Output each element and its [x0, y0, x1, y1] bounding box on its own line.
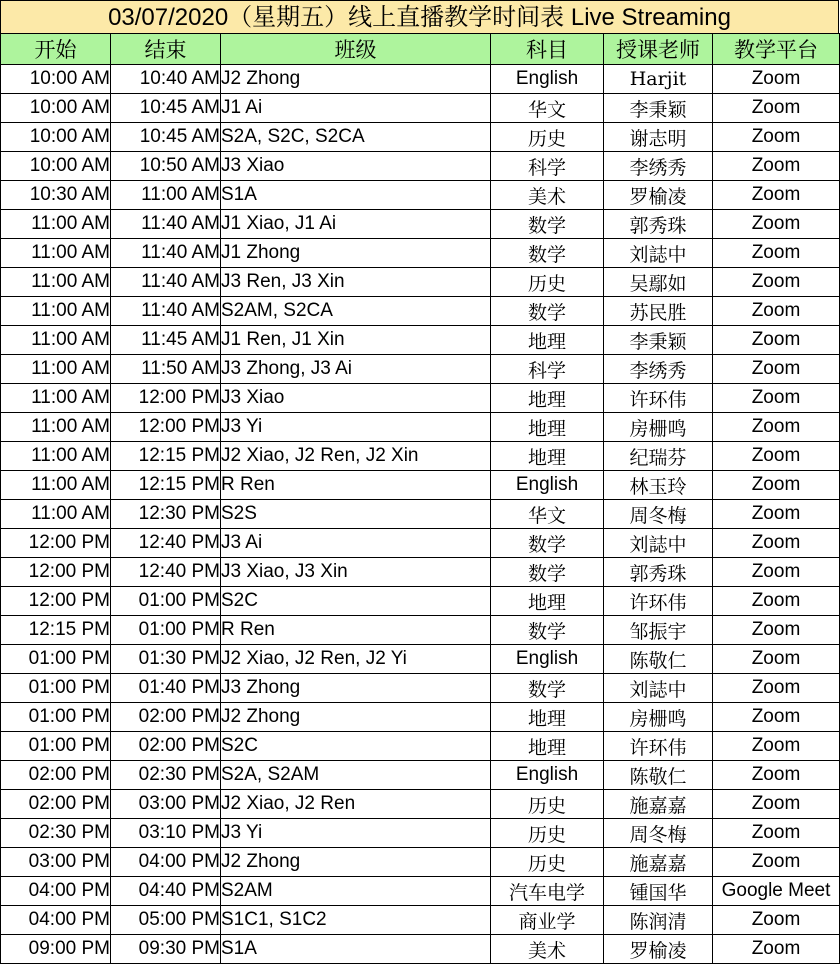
- cell-platform: Zoom: [713, 645, 840, 674]
- cell-start: 11:00 AM: [1, 384, 111, 413]
- cell-teacher: 施嘉嘉: [604, 848, 713, 877]
- cell-start: 11:00 AM: [1, 239, 111, 268]
- cell-start: 11:00 AM: [1, 442, 111, 471]
- table-row: [1, 413, 840, 442]
- cell-class: J3 Yi: [221, 819, 491, 848]
- cell-start: 11:00 AM: [1, 500, 111, 529]
- cell-class: J2 Xiao, J2 Ren, J2 Yi: [221, 645, 491, 674]
- cell-start: 01:00 PM: [1, 703, 111, 732]
- cell-class: J2 Xiao, J2 Ren: [221, 790, 491, 819]
- cell-start: 11:00 AM: [1, 326, 111, 355]
- cell-subject: 地理: [491, 442, 604, 471]
- cell-start: 12:00 PM: [1, 529, 111, 558]
- cell-subject: 美术: [491, 935, 604, 964]
- table-row: [1, 616, 840, 645]
- cell-end: 11:40 AM: [111, 239, 221, 268]
- cell-subject: 华文: [491, 94, 604, 123]
- cell-subject: 历史: [491, 123, 604, 152]
- cell-end: 11:40 AM: [111, 268, 221, 297]
- cell-subject: 美术: [491, 181, 604, 210]
- cell-start: 03:00 PM: [1, 848, 111, 877]
- cell-teacher: 李秉颖: [604, 326, 713, 355]
- cell-subject: 地理: [491, 384, 604, 413]
- table-row: [1, 935, 840, 964]
- cell-subject: 汽车电学: [491, 877, 604, 906]
- cell-platform: Zoom: [713, 703, 840, 732]
- cell-teacher: 陈敬仁: [604, 645, 713, 674]
- cell-platform: Zoom: [713, 471, 840, 500]
- cell-class: J1 Xiao, J1 Ai: [221, 210, 491, 239]
- cell-start: 02:00 PM: [1, 761, 111, 790]
- cell-platform: Zoom: [713, 326, 840, 355]
- cell-class: J3 Zhong: [221, 674, 491, 703]
- cell-start: 01:00 PM: [1, 732, 111, 761]
- table-row: [1, 645, 840, 674]
- cell-start: 04:00 PM: [1, 877, 111, 906]
- cell-platform: Zoom: [713, 616, 840, 645]
- cell-subject: 地理: [491, 732, 604, 761]
- cell-subject: 数学: [491, 674, 604, 703]
- table-row: [1, 239, 840, 268]
- cell-class: J3 Xiao: [221, 152, 491, 181]
- cell-subject: 数学: [491, 297, 604, 326]
- cell-class: J2 Zhong: [221, 848, 491, 877]
- cell-platform: Zoom: [713, 210, 840, 239]
- cell-subject: 地理: [491, 703, 604, 732]
- table-row: [1, 152, 840, 181]
- cell-teacher: 罗榆凌: [604, 935, 713, 964]
- cell-start: 12:00 PM: [1, 558, 111, 587]
- cell-platform: Zoom: [713, 268, 840, 297]
- cell-class: J3 Xiao, J3 Xin: [221, 558, 491, 587]
- table-row: [1, 848, 840, 877]
- cell-start: 01:00 PM: [1, 645, 111, 674]
- cell-platform: Zoom: [713, 442, 840, 471]
- cell-end: 10:45 AM: [111, 123, 221, 152]
- cell-teacher: 周冬梅: [604, 819, 713, 848]
- cell-platform: Zoom: [713, 906, 840, 935]
- cell-end: 11:00 AM: [111, 181, 221, 210]
- column-header-subject: 科目: [491, 34, 604, 65]
- cell-start: 09:00 PM: [1, 935, 111, 964]
- cell-start: 10:00 AM: [1, 65, 111, 94]
- cell-platform: Zoom: [713, 123, 840, 152]
- column-header-end: 结束: [111, 34, 221, 65]
- cell-class: J3 Ren, J3 Xin: [221, 268, 491, 297]
- cell-subject: 地理: [491, 326, 604, 355]
- cell-end: 11:50 AM: [111, 355, 221, 384]
- column-header-platform: 教学平台: [713, 34, 840, 65]
- cell-teacher: 刘誌中: [604, 239, 713, 268]
- cell-start: 02:30 PM: [1, 819, 111, 848]
- cell-subject: 商业学: [491, 906, 604, 935]
- cell-platform: Zoom: [713, 848, 840, 877]
- cell-start: 10:00 AM: [1, 152, 111, 181]
- cell-class: S2C: [221, 587, 491, 616]
- cell-end: 01:00 PM: [111, 587, 221, 616]
- cell-end: 01:30 PM: [111, 645, 221, 674]
- cell-start: 10:00 AM: [1, 123, 111, 152]
- cell-end: 02:30 PM: [111, 761, 221, 790]
- table-row: [1, 529, 840, 558]
- cell-class: S2AM: [221, 877, 491, 906]
- cell-teacher: 苏民胜: [604, 297, 713, 326]
- cell-platform: Zoom: [713, 790, 840, 819]
- cell-class: J1 Ren, J1 Xin: [221, 326, 491, 355]
- column-header-start: 开始: [1, 34, 111, 65]
- cell-teacher: 陈敬仁: [604, 761, 713, 790]
- cell-subject: English: [491, 761, 604, 790]
- cell-end: 03:00 PM: [111, 790, 221, 819]
- cell-subject: 地理: [491, 413, 604, 442]
- cell-start: 04:00 PM: [1, 906, 111, 935]
- cell-platform: Zoom: [713, 674, 840, 703]
- cell-end: 02:00 PM: [111, 703, 221, 732]
- cell-platform: Zoom: [713, 761, 840, 790]
- cell-subject: 历史: [491, 819, 604, 848]
- cell-start: 10:30 AM: [1, 181, 111, 210]
- cell-teacher: 吴鄢如: [604, 268, 713, 297]
- cell-class: S1A: [221, 935, 491, 964]
- cell-class: S2A, S2AM: [221, 761, 491, 790]
- cell-end: 11:45 AM: [111, 326, 221, 355]
- table-row: [1, 297, 840, 326]
- cell-start: 12:00 PM: [1, 587, 111, 616]
- cell-teacher: 刘誌中: [604, 529, 713, 558]
- cell-subject: 数学: [491, 210, 604, 239]
- cell-class: J3 Yi: [221, 413, 491, 442]
- cell-start: 02:00 PM: [1, 790, 111, 819]
- cell-class: J1 Zhong: [221, 239, 491, 268]
- cell-end: 03:10 PM: [111, 819, 221, 848]
- table-row: [1, 732, 840, 761]
- cell-subject: 数学: [491, 529, 604, 558]
- cell-platform: Zoom: [713, 500, 840, 529]
- cell-platform: Zoom: [713, 413, 840, 442]
- table-row: [1, 123, 840, 152]
- cell-end: 12:40 PM: [111, 529, 221, 558]
- cell-class: S2A, S2C, S2CA: [221, 123, 491, 152]
- cell-start: 11:00 AM: [1, 413, 111, 442]
- cell-class: J3 Ai: [221, 529, 491, 558]
- cell-platform: Zoom: [713, 587, 840, 616]
- cell-start: 11:00 AM: [1, 268, 111, 297]
- cell-teacher: 刘誌中: [604, 674, 713, 703]
- cell-start: 11:00 AM: [1, 297, 111, 326]
- cell-class: R Ren: [221, 616, 491, 645]
- cell-end: 02:00 PM: [111, 732, 221, 761]
- cell-end: 12:00 PM: [111, 413, 221, 442]
- cell-platform: Zoom: [713, 297, 840, 326]
- cell-teacher: 郭秀珠: [604, 558, 713, 587]
- cell-subject: 数学: [491, 616, 604, 645]
- cell-end: 11:40 AM: [111, 210, 221, 239]
- cell-platform: Zoom: [713, 355, 840, 384]
- cell-teacher: 许环伟: [604, 384, 713, 413]
- cell-platform: Zoom: [713, 529, 840, 558]
- cell-subject: 历史: [491, 268, 604, 297]
- cell-teacher: 郭秀珠: [604, 210, 713, 239]
- cell-teacher: 房栅鸣: [604, 413, 713, 442]
- table-row: [1, 500, 840, 529]
- schedule-table: [0, 33, 840, 964]
- cell-subject: English: [491, 471, 604, 500]
- header-row: [1, 34, 840, 65]
- cell-teacher: 纪瑞芬: [604, 442, 713, 471]
- cell-start: 11:00 AM: [1, 355, 111, 384]
- cell-subject: 科学: [491, 355, 604, 384]
- cell-end: 10:50 AM: [111, 152, 221, 181]
- table-row: [1, 384, 840, 413]
- cell-subject: 历史: [491, 790, 604, 819]
- cell-teacher: 林玉玲: [604, 471, 713, 500]
- cell-subject: 数学: [491, 558, 604, 587]
- table-row: [1, 442, 840, 471]
- cell-platform: Zoom: [713, 819, 840, 848]
- cell-end: 10:40 AM: [111, 65, 221, 94]
- cell-platform: Zoom: [713, 732, 840, 761]
- cell-end: 04:00 PM: [111, 848, 221, 877]
- cell-class: S2S: [221, 500, 491, 529]
- cell-subject: 数学: [491, 239, 604, 268]
- cell-subject: 华文: [491, 500, 604, 529]
- cell-end: 12:15 PM: [111, 442, 221, 471]
- cell-teacher: 许环伟: [604, 732, 713, 761]
- cell-class: J1 Ai: [221, 94, 491, 123]
- table-row: [1, 761, 840, 790]
- cell-subject: English: [491, 65, 604, 94]
- cell-platform: Zoom: [713, 935, 840, 964]
- table-row: [1, 558, 840, 587]
- cell-start: 11:00 AM: [1, 210, 111, 239]
- cell-end: 12:30 PM: [111, 500, 221, 529]
- cell-end: 12:40 PM: [111, 558, 221, 587]
- cell-teacher: 邹振宇: [604, 616, 713, 645]
- cell-subject: 历史: [491, 848, 604, 877]
- cell-teacher: Harjit: [604, 65, 713, 94]
- cell-class: J2 Zhong: [221, 65, 491, 94]
- table-row: [1, 326, 840, 355]
- cell-end: 05:00 PM: [111, 906, 221, 935]
- table-row: [1, 703, 840, 732]
- cell-start: 01:00 PM: [1, 674, 111, 703]
- cell-end: 01:40 PM: [111, 674, 221, 703]
- cell-end: 10:45 AM: [111, 94, 221, 123]
- table-row: [1, 819, 840, 848]
- cell-platform: Zoom: [713, 558, 840, 587]
- cell-platform: Zoom: [713, 239, 840, 268]
- table-row: [1, 65, 840, 94]
- cell-start: 10:00 AM: [1, 94, 111, 123]
- cell-class: S1A: [221, 181, 491, 210]
- cell-class: S1C1, S1C2: [221, 906, 491, 935]
- table-row: [1, 587, 840, 616]
- cell-teacher: 李秉颖: [604, 94, 713, 123]
- column-header-teacher: 授课老师: [604, 34, 713, 65]
- table-row: [1, 268, 840, 297]
- cell-platform: Zoom: [713, 65, 840, 94]
- table-row: [1, 674, 840, 703]
- cell-subject: 科学: [491, 152, 604, 181]
- column-header-class: 班级: [221, 34, 491, 65]
- cell-end: 12:15 PM: [111, 471, 221, 500]
- table-row: [1, 94, 840, 123]
- cell-teacher: 谢志明: [604, 123, 713, 152]
- cell-subject: 地理: [491, 587, 604, 616]
- cell-teacher: 许环伟: [604, 587, 713, 616]
- cell-platform: Zoom: [713, 181, 840, 210]
- cell-class: S2AM, S2CA: [221, 297, 491, 326]
- cell-teacher: 李绣秀: [604, 355, 713, 384]
- table-row: [1, 790, 840, 819]
- cell-teacher: 房栅鸣: [604, 703, 713, 732]
- cell-class: J3 Zhong, J3 Ai: [221, 355, 491, 384]
- cell-platform: Zoom: [713, 94, 840, 123]
- cell-end: 01:00 PM: [111, 616, 221, 645]
- table-row: [1, 181, 840, 210]
- cell-class: J2 Zhong: [221, 703, 491, 732]
- cell-class: J2 Xiao, J2 Ren, J2 Xin: [221, 442, 491, 471]
- cell-platform: Zoom: [713, 384, 840, 413]
- table-row: [1, 210, 840, 239]
- cell-class: R Ren: [221, 471, 491, 500]
- page-title: 03/07/2020（星期五）线上直播教学时间表 Live Streaming: [0, 0, 839, 33]
- cell-teacher: 陈润清: [604, 906, 713, 935]
- cell-class: S2C: [221, 732, 491, 761]
- table-row: [1, 906, 840, 935]
- cell-subject: English: [491, 645, 604, 674]
- schedule-body: [1, 65, 840, 964]
- cell-platform: Google Meet: [713, 877, 840, 906]
- cell-end: 09:30 PM: [111, 935, 221, 964]
- cell-end: 12:00 PM: [111, 384, 221, 413]
- cell-platform: Zoom: [713, 152, 840, 181]
- cell-teacher: 罗榆凌: [604, 181, 713, 210]
- table-row: [1, 471, 840, 500]
- cell-teacher: 李绣秀: [604, 152, 713, 181]
- cell-end: 11:40 AM: [111, 297, 221, 326]
- cell-teacher: 锺国华: [604, 877, 713, 906]
- table-row: [1, 355, 840, 384]
- cell-end: 04:40 PM: [111, 877, 221, 906]
- cell-start: 12:15 PM: [1, 616, 111, 645]
- cell-teacher: 施嘉嘉: [604, 790, 713, 819]
- cell-start: 11:00 AM: [1, 471, 111, 500]
- cell-teacher: 周冬梅: [604, 500, 713, 529]
- table-row: [1, 877, 840, 906]
- cell-class: J3 Xiao: [221, 384, 491, 413]
